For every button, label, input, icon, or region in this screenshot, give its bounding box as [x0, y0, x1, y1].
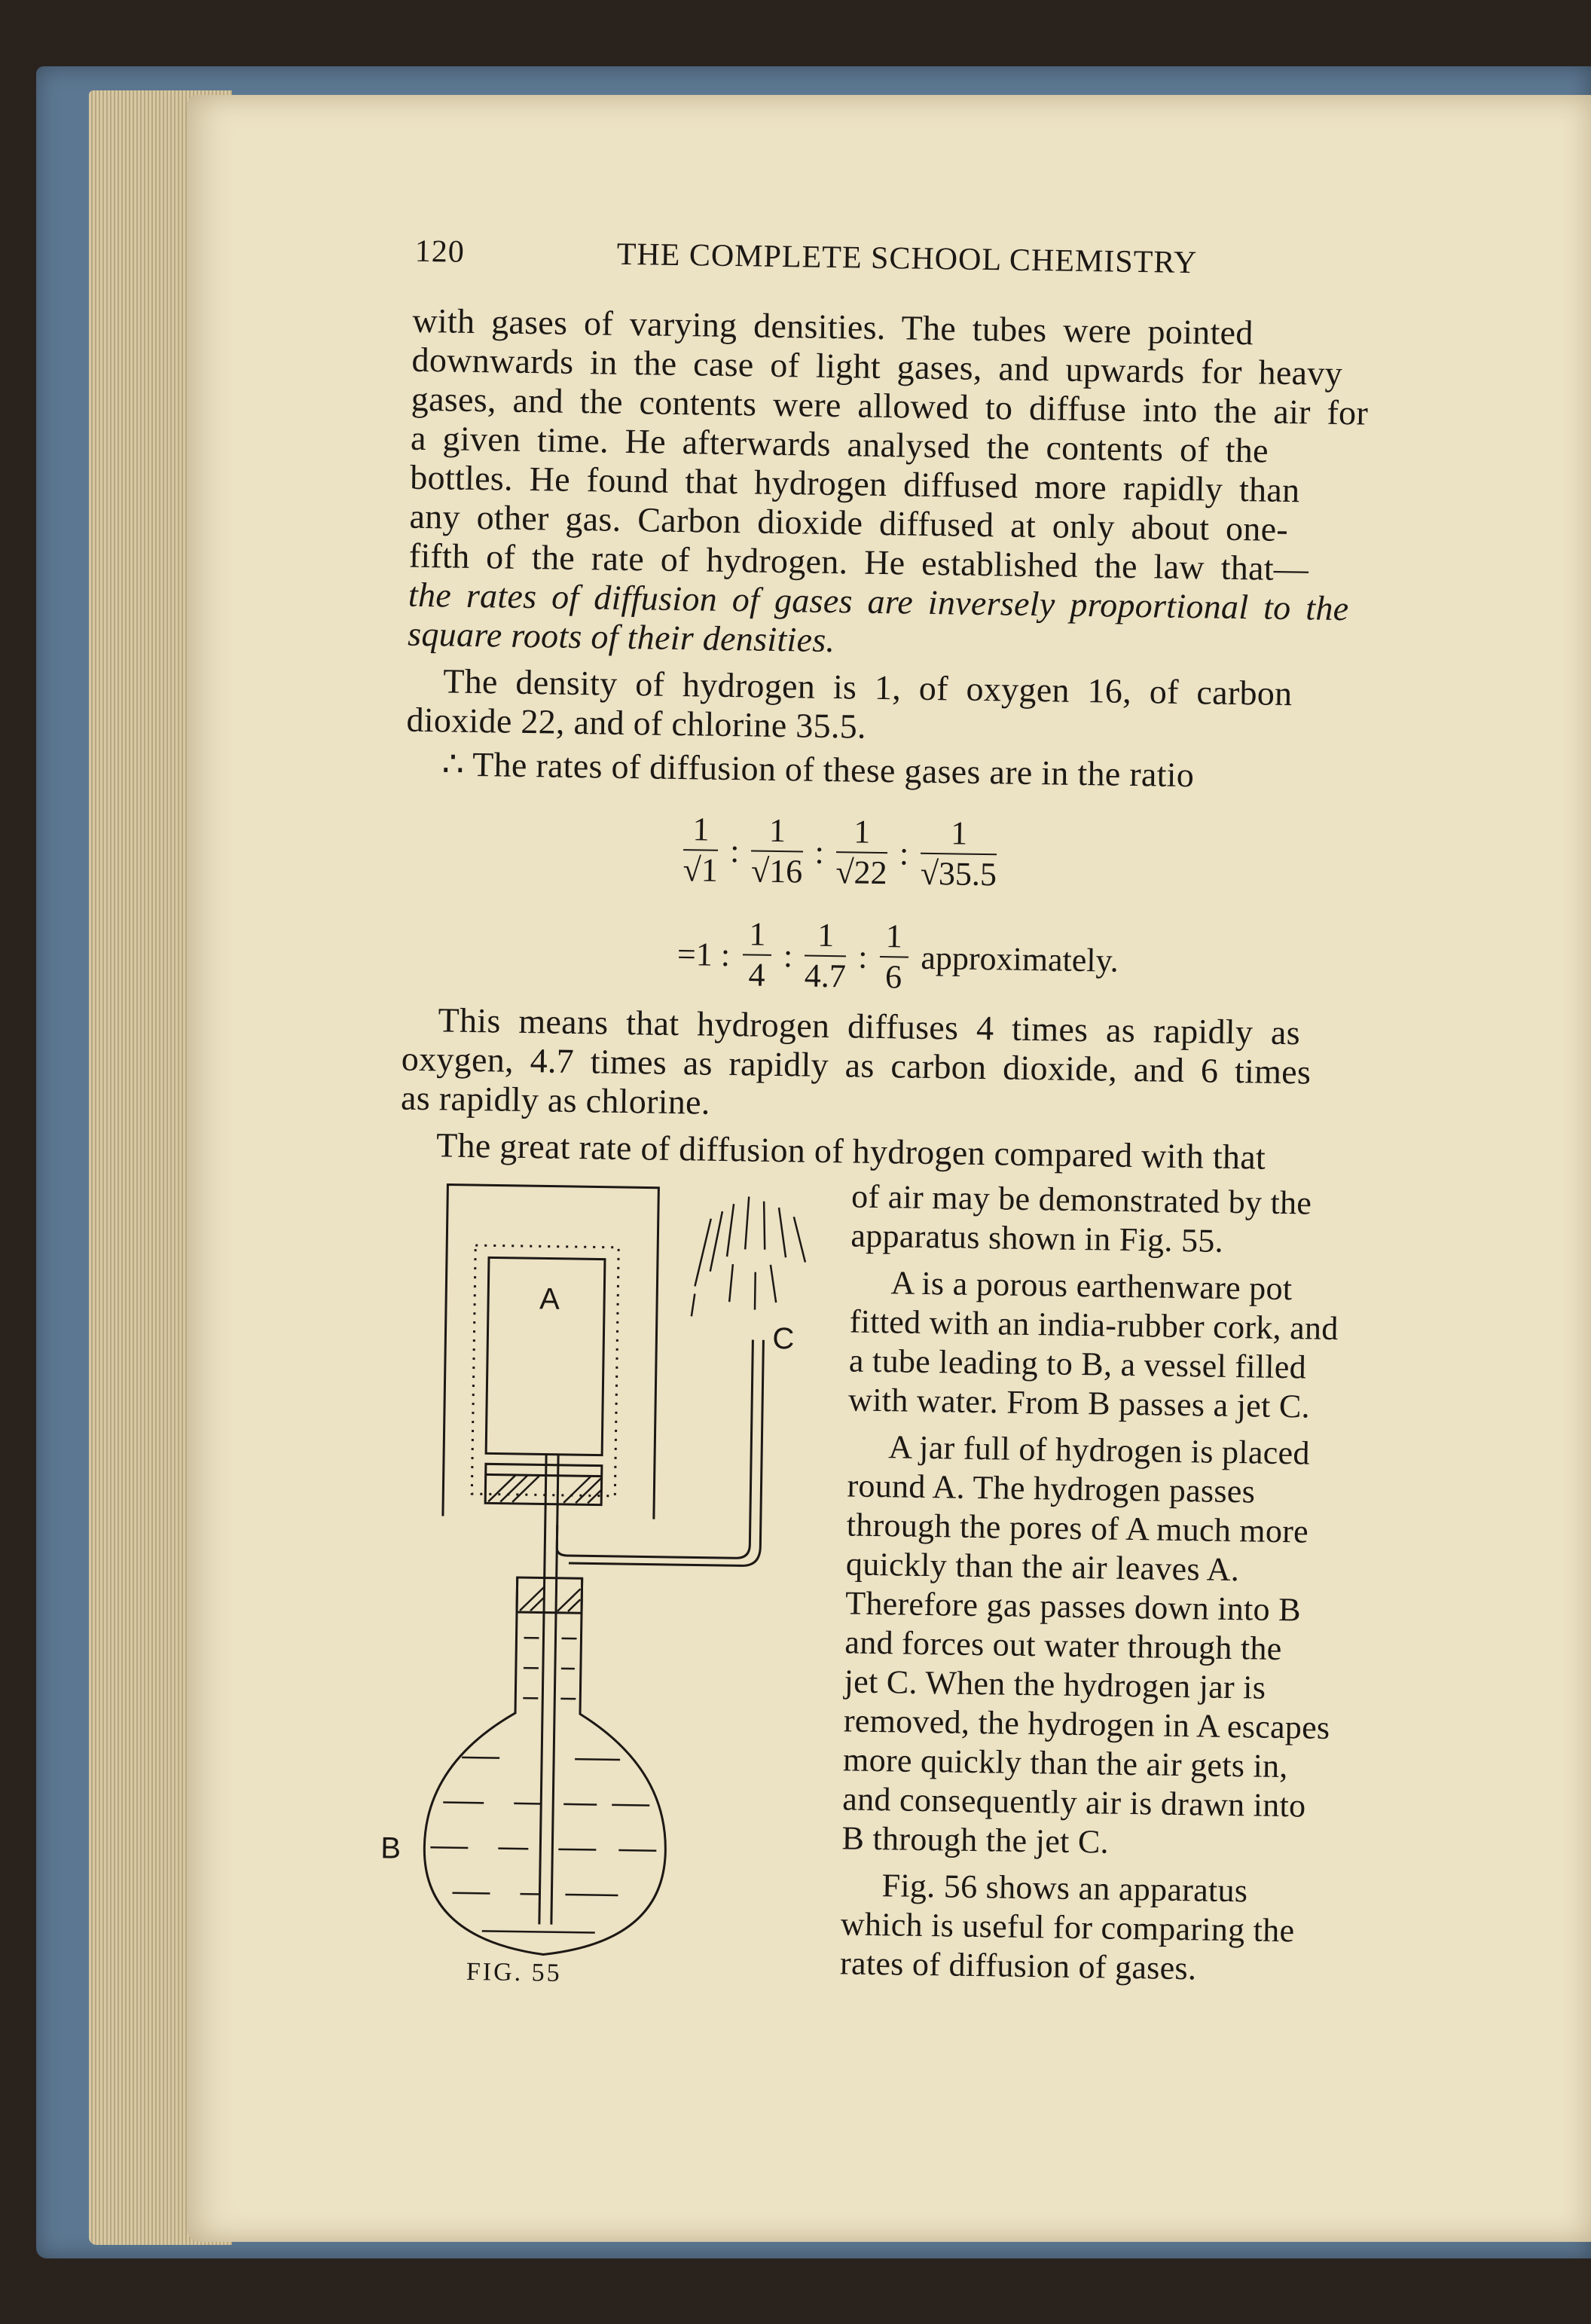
- text-line: a given time. He afterwards analysed the contents of the: [410, 418, 1269, 470]
- column-line: Therefore gas passes down into B: [844, 1584, 1302, 1629]
- column-line: A jar full of hydrogen is placed: [887, 1428, 1311, 1472]
- text-line: bottles. He found that hydrogen diffused more rapidly than: [409, 457, 1300, 510]
- jet-c-tube: [557, 1337, 763, 1566]
- label-b: B: [380, 1831, 402, 1865]
- label-a: A: [539, 1282, 560, 1316]
- column-line: which is useful for comparing the: [840, 1905, 1295, 1950]
- fraction: $\frac{1}{4.7}$: [804, 916, 847, 995]
- fraction: $\frac{1}{4}$: [742, 916, 772, 994]
- column-line: Fig. 56 shows an apparatus: [881, 1867, 1248, 1910]
- fraction: $\frac{1}{√1}$: [683, 811, 719, 889]
- column-line: of air may be demonstrated by the: [850, 1177, 1312, 1222]
- running-head: THE COMPLETE SCHOOL CHEMISTRY: [616, 237, 1198, 281]
- column-line: and forces out water through the: [844, 1623, 1282, 1668]
- text-line: downwards in the case of light gases, and upwards for heavy: [411, 340, 1343, 393]
- column-line: fitted with an india-rubber cork, and: [849, 1302, 1339, 1348]
- fraction: $\frac{1}{√22}$: [835, 813, 887, 892]
- hydrogen-jar: [443, 1185, 658, 1519]
- equation-row-2: =1 : $\frac{1}{4}$ : $\frac{1}{4.7}$ : $\frac{1}{6}$ approximately.: [676, 915, 1119, 996]
- therefore-line: ∴ The rates of diffusion of these gases are in the ratio: [441, 744, 1195, 795]
- text-line: as rapidly as chlorine.: [400, 1078, 711, 1122]
- equation-prefix: =1 :: [676, 935, 731, 973]
- column-line: A is a porous earthenware pot: [890, 1264, 1293, 1308]
- page-number: 120: [414, 234, 466, 270]
- fraction: $\frac{1}{√35.5}$: [920, 814, 997, 893]
- apparatus-diagram: [368, 1168, 847, 2004]
- text-line: any other gas. Carbon dioxide diffused at only about one-: [409, 496, 1289, 548]
- flask-b: [423, 1576, 669, 1956]
- column-line: and consequently air is drawn into: [842, 1780, 1306, 1825]
- column-line: apparatus shown in Fig. 55.: [850, 1217, 1224, 1260]
- text-line: with gases of varying densities. The tubes were pointed: [412, 301, 1254, 353]
- fraction: $\frac{1}{√16}$: [750, 811, 803, 890]
- label-c: C: [772, 1321, 795, 1356]
- figure-caption: FIG. 55: [466, 1958, 562, 1987]
- law-statement: square roots of their densities.: [407, 614, 835, 660]
- connecting-tube: [539, 1455, 558, 1925]
- figure-55: [368, 1168, 847, 2004]
- column-line: quickly than the air leaves A.: [845, 1545, 1240, 1589]
- column-line: round A. The hydrogen passes: [847, 1467, 1256, 1510]
- fraction: $\frac{1}{6}$: [879, 918, 909, 996]
- column-line: through the pores of A much more: [846, 1506, 1309, 1550]
- text-line: gases, and the contents were allowed to diffuse into the air for: [411, 379, 1369, 432]
- law-statement: the rates of diffusion of gases are inversely proportional to the: [408, 575, 1349, 628]
- text-line: The density of hydrogen is 1, of oxygen 16, of carbon: [442, 661, 1293, 713]
- text-line: dioxide 22, and of chlorine 35.5.: [406, 700, 867, 746]
- column-line: B through the jet C.: [841, 1819, 1110, 1861]
- column-line: with water. From B passes a jet C.: [847, 1381, 1311, 1425]
- column-line: more quickly than the air gets in,: [842, 1741, 1289, 1785]
- text-line: fifth of the rate of hydrogen. He established the law that—: [408, 536, 1309, 588]
- column-line: removed, the hydrogen in A escapes: [843, 1702, 1330, 1746]
- column-line: a tube leading to B, a vessel filled: [848, 1342, 1307, 1386]
- column-line: jet C. When the hydrogen jar is: [844, 1663, 1266, 1706]
- text-line: oxygen, 4.7 times as rapidly as carbon dioxide, and 6 times: [401, 1039, 1312, 1092]
- equation-suffix: approximately.: [921, 939, 1119, 979]
- text-line: The great rate of diffusion of hydrogen compared with that: [435, 1125, 1266, 1177]
- text-line: This means that hydrogen diffuses 4 times as rapidly as: [438, 1000, 1301, 1052]
- equation-row-1: $\frac{1}{√1}$ : $\frac{1}{√16}$ : $\frac{1}{√22}$ : $\frac{1}{√35.5}$: [683, 811, 997, 893]
- column-line: rates of diffusion of gases.: [839, 1944, 1197, 1987]
